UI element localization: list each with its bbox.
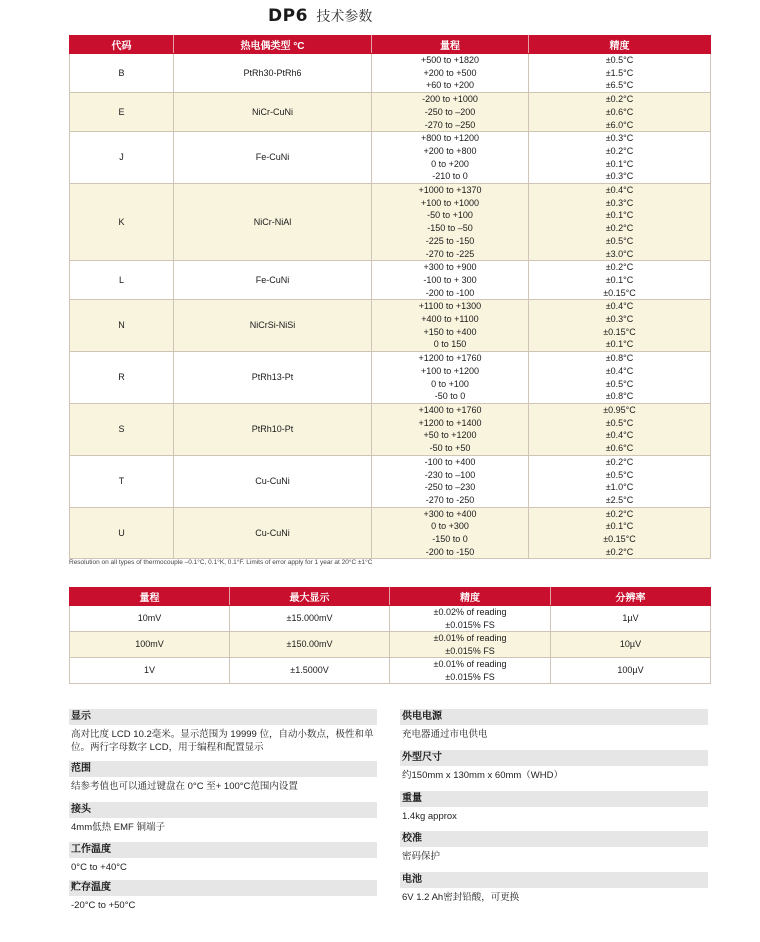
spec-title: 工作温度	[69, 842, 377, 858]
thermocouple-code: L	[70, 261, 174, 300]
spec-text: 约150mm x 130mm x 60mm（WHD）	[402, 770, 563, 781]
range-cell-line: +300 to +400	[423, 508, 477, 519]
accuracy-cell-line: ±0.3°C	[605, 171, 634, 182]
accuracy-cell	[390, 606, 551, 632]
spec-text: 4mm低热 EMF 铜端子	[71, 822, 165, 833]
accuracy-cell	[390, 632, 551, 658]
accuracy-cell-line: ±0.1°C	[605, 339, 634, 350]
range-cell-line: +100 to +1000	[420, 197, 480, 208]
range-cell-line: -210 to 0	[432, 171, 468, 182]
accuracy-cell-line: ±0.5°C	[605, 235, 634, 246]
header-max-display: 最大显示	[230, 588, 390, 606]
voltage-range: 1V	[70, 658, 230, 684]
accuracy-cell-line: ±0.6°C	[605, 106, 634, 117]
range-cell-line: +1100 to +1300	[418, 301, 482, 312]
range-cell-line: -200 to -100	[425, 287, 475, 298]
accuracy-cell-line: ±1.5°C	[605, 67, 634, 78]
accuracy-cell-line: ±0.4°C	[605, 365, 634, 376]
table-row	[70, 184, 711, 261]
spec-title: 显示	[69, 709, 377, 725]
range-cell-line: -230 to –100	[424, 469, 476, 480]
accuracy-cell-line: ±0.2°C	[605, 94, 634, 105]
spec-text: 高对比度 LCD 10.2毫米。显示范围为 19999 位，自动小数点，极性和单位。两行字母数字 LCD，用于编程和配置显示	[71, 729, 374, 753]
accuracy-cell-line: ±0.15°C	[603, 326, 636, 337]
range-cell-line: +150 to +400	[423, 326, 477, 337]
accuracy-cell-line: ±0.015% FS	[445, 645, 495, 656]
accuracy-cell-line: ±0.02% of reading	[433, 607, 507, 617]
thermocouple-code: E	[70, 93, 174, 132]
range-cell-line: +60 to +200	[425, 80, 475, 91]
table-header-row	[70, 588, 711, 606]
header-accuracy: 精度	[390, 588, 551, 606]
table-row	[70, 658, 711, 684]
range-cell-line: +400 to +1100	[421, 314, 479, 325]
spec-text: 1.4kg approx	[402, 811, 457, 822]
thermocouple-type: PtRh10-Pt	[174, 403, 372, 455]
header-resolution: 分辨率	[551, 588, 711, 606]
table-row	[70, 455, 711, 507]
thermocouple-type: PtRh13-Pt	[174, 352, 372, 404]
range-cell-line: 0 to +200	[431, 158, 469, 169]
range-cell-line: -150 to –50	[427, 223, 473, 234]
accuracy-cell-line: ±0.3°C	[605, 133, 634, 144]
thermocouple-type: Fe-CuNi	[174, 132, 372, 184]
spec-title: 校准	[400, 831, 708, 847]
spec-block	[69, 880, 377, 912]
accuracy-cell-line: ±0.5°C	[605, 469, 634, 480]
accuracy-cell-line: ±6.0°C	[605, 119, 634, 130]
accuracy-cell	[529, 507, 711, 559]
range-cell	[372, 300, 529, 352]
spec-block	[400, 750, 708, 782]
thermocouple-type: PtRh30-PtRh6	[174, 54, 372, 93]
accuracy-cell-line: ±0.1°C	[605, 274, 634, 285]
range-cell	[372, 507, 529, 559]
range-cell-line: +200 to +500	[423, 67, 477, 78]
spec-block	[69, 709, 377, 754]
voltage-range: 100mV	[70, 632, 230, 658]
accuracy-cell-line: ±0.2°C	[605, 508, 634, 519]
max-display: ±150.00mV	[230, 632, 390, 658]
range-cell-line: -100 to + 300	[423, 274, 477, 285]
header-accuracy: 精度	[529, 36, 711, 54]
accuracy-cell	[390, 658, 551, 684]
range-cell-line: -270 to –250	[424, 119, 476, 130]
accuracy-cell-line: ±0.8°C	[605, 391, 634, 402]
spec-text: 6V 1.2 Ah密封铅酸，可更换	[402, 892, 520, 903]
accuracy-cell	[529, 455, 711, 507]
accuracy-cell	[529, 403, 711, 455]
accuracy-cell	[529, 261, 711, 300]
spec-block	[400, 709, 708, 741]
range-cell	[372, 403, 529, 455]
table-row	[70, 403, 711, 455]
range-cell-line: +800 to +1200	[420, 133, 480, 144]
thermocouple-spec-table	[69, 35, 711, 559]
thermocouple-type: Cu-CuNi	[174, 455, 372, 507]
thermocouple-type: NiCrSi-NiSi	[174, 300, 372, 352]
accuracy-cell	[529, 54, 711, 93]
spec-title: 外型尺寸	[400, 750, 708, 766]
range-cell-line: -50 to +50	[429, 443, 471, 454]
accuracy-cell-line: ±0.2°C	[605, 262, 634, 273]
range-cell-line: -150 to 0	[432, 534, 468, 545]
table-row	[70, 300, 711, 352]
spec-text: 密码保护	[402, 851, 441, 862]
accuracy-cell-line: ±1.0°C	[605, 482, 634, 493]
thermocouple-code: S	[70, 403, 174, 455]
resolution-note: Resolution on all types of thermocouple –0.1°C, 0.1°K, 0.1°F. Limits of error apply for 1 year at 20°C ±1°C	[69, 559, 373, 566]
range-cell-line: -200 to +1000	[422, 94, 478, 105]
accuracy-cell-line: ±0.015% FS	[445, 619, 495, 630]
range-cell-line: -50 to +100	[427, 210, 473, 221]
accuracy-cell	[529, 184, 711, 261]
thermocouple-code: T	[70, 455, 174, 507]
table-row	[70, 606, 711, 632]
accuracy-cell	[529, 300, 711, 352]
header-range: 量程	[372, 36, 529, 54]
accuracy-cell-line: ±0.5°C	[605, 55, 634, 65]
accuracy-cell-line: ±0.1°C	[605, 521, 634, 532]
table-row	[70, 507, 711, 559]
spec-title: 接头	[69, 802, 377, 818]
table-header-row	[70, 36, 711, 54]
spec-text: 0°C to +40°C	[71, 862, 127, 873]
resolution-cell: 1µV	[551, 606, 711, 632]
accuracy-cell-line: ±0.5°C	[605, 417, 634, 428]
range-cell-line: +1000 to +1370	[418, 185, 482, 196]
range-cell-line: -250 to –230	[424, 482, 476, 493]
thermocouple-code: J	[70, 132, 174, 184]
accuracy-cell	[529, 93, 711, 132]
page-subtitle: 技术参数	[316, 8, 373, 24]
accuracy-cell-line: ±0.4°C	[605, 301, 634, 312]
accuracy-cell-line: ±0.4°C	[605, 185, 634, 196]
spec-block	[69, 842, 377, 874]
spec-title: 供电电源	[400, 709, 708, 725]
range-cell-line: 0 to 150	[433, 339, 467, 350]
accuracy-cell	[529, 132, 711, 184]
range-cell	[372, 132, 529, 184]
range-cell-line: 0 to +300	[431, 521, 469, 532]
header-code: 代码	[70, 36, 174, 54]
range-cell	[372, 455, 529, 507]
spec-text: -20°C to +50°C	[71, 900, 136, 911]
thermocouple-type: Cu-CuNi	[174, 507, 372, 559]
table-row	[70, 93, 711, 132]
spec-text: 结参考值也可以通过键盘在 0°C 至+ 100°C范围内设置	[71, 781, 298, 792]
accuracy-cell-line: ±0.3°C	[605, 314, 634, 325]
table-row	[70, 261, 711, 300]
spec-title: 贮存温度	[69, 880, 377, 896]
accuracy-cell-line: ±0.3°C	[605, 197, 634, 208]
spec-block	[400, 831, 708, 863]
thermocouple-type: NiCr-CuNi	[174, 93, 372, 132]
spec-text: 充电器通过市电供电	[402, 729, 488, 740]
range-cell	[372, 54, 529, 93]
accuracy-cell-line: ±0.1°C	[605, 158, 634, 169]
accuracy-cell-line: ±0.5°C	[605, 378, 634, 389]
accuracy-cell	[529, 352, 711, 404]
accuracy-cell-line: ±0.01% of reading	[433, 659, 507, 669]
spec-title: 重量	[400, 791, 708, 807]
accuracy-cell-line: ±0.95°C	[603, 404, 636, 415]
range-cell-line: -270 to -225	[425, 248, 475, 259]
spec-block	[69, 761, 377, 793]
accuracy-cell-line: ±0.4°C	[605, 430, 634, 441]
accuracy-cell-line: ±0.2°C	[605, 546, 634, 557]
range-cell-line: +500 to +1820	[420, 55, 480, 65]
resolution-cell: 100µV	[551, 658, 711, 684]
max-display: ±1.5000V	[230, 658, 390, 684]
accuracy-cell-line: ±0.2°C	[605, 456, 634, 467]
range-cell	[372, 184, 529, 261]
accuracy-cell-line: ±0.2°C	[605, 223, 634, 234]
range-cell-line: 0 to +100	[431, 378, 469, 389]
thermocouple-type: Fe-CuNi	[174, 261, 372, 300]
thermocouple-code: K	[70, 184, 174, 261]
range-cell-line: -225 to -150	[425, 235, 475, 246]
accuracy-cell-line: ±6.5°C	[605, 80, 634, 91]
range-cell-line: -50 to 0	[434, 391, 466, 402]
brand-name: DP6	[268, 6, 308, 26]
accuracy-cell-line: ±2.5°C	[605, 494, 634, 505]
accuracy-cell-line: ±0.6°C	[605, 443, 634, 454]
header-type: 热电偶类型 °C	[174, 36, 372, 54]
range-cell-line: +300 to +900	[423, 262, 477, 273]
accuracy-cell-line: ±0.01% of reading	[433, 633, 507, 643]
range-cell-line: +100 to +1200	[420, 365, 480, 376]
header-range: 量程	[70, 588, 230, 606]
resolution-cell: 10µV	[551, 632, 711, 658]
max-display: ±15.000mV	[230, 606, 390, 632]
accuracy-cell-line: ±0.15°C	[603, 534, 636, 545]
accuracy-cell-line: ±0.2°C	[605, 145, 634, 156]
thermocouple-code: U	[70, 507, 174, 559]
spec-block	[400, 872, 708, 904]
table-row	[70, 352, 711, 404]
accuracy-cell-line: ±0.015% FS	[445, 671, 495, 682]
thermocouple-code: N	[70, 300, 174, 352]
range-cell	[372, 93, 529, 132]
range-cell-line: -270 to -250	[425, 494, 475, 505]
voltage-spec-table	[69, 587, 711, 684]
voltage-range: 10mV	[70, 606, 230, 632]
table-row	[70, 54, 711, 93]
range-cell-line: +50 to +1200	[423, 430, 477, 441]
range-cell-line: +1200 to +1760	[418, 353, 482, 364]
range-cell-line: +1400 to +1760	[418, 404, 482, 415]
accuracy-cell-line: ±3.0°C	[605, 248, 634, 259]
range-cell-line: -250 to –200	[424, 106, 476, 117]
range-cell-line: -200 to -150	[425, 546, 475, 557]
thermocouple-code: B	[70, 54, 174, 93]
range-cell	[372, 261, 529, 300]
table-row	[70, 132, 711, 184]
range-cell-line: +200 to +800	[423, 145, 477, 156]
range-cell-line: -100 to +400	[424, 456, 476, 467]
accuracy-cell-line: ±0.15°C	[603, 287, 636, 298]
range-cell	[372, 352, 529, 404]
range-cell-line: +1200 to +1400	[418, 417, 482, 428]
accuracy-cell-line: ±0.8°C	[605, 353, 634, 364]
table-row	[70, 632, 711, 658]
page-title	[268, 6, 372, 26]
thermocouple-code: R	[70, 352, 174, 404]
accuracy-cell-line: ±0.1°C	[605, 210, 634, 221]
spec-title: 范围	[69, 761, 377, 777]
spec-block	[400, 791, 708, 823]
spec-block	[69, 802, 377, 834]
thermocouple-type: NiCr-NiAl	[174, 184, 372, 261]
spec-title: 电池	[400, 872, 708, 888]
